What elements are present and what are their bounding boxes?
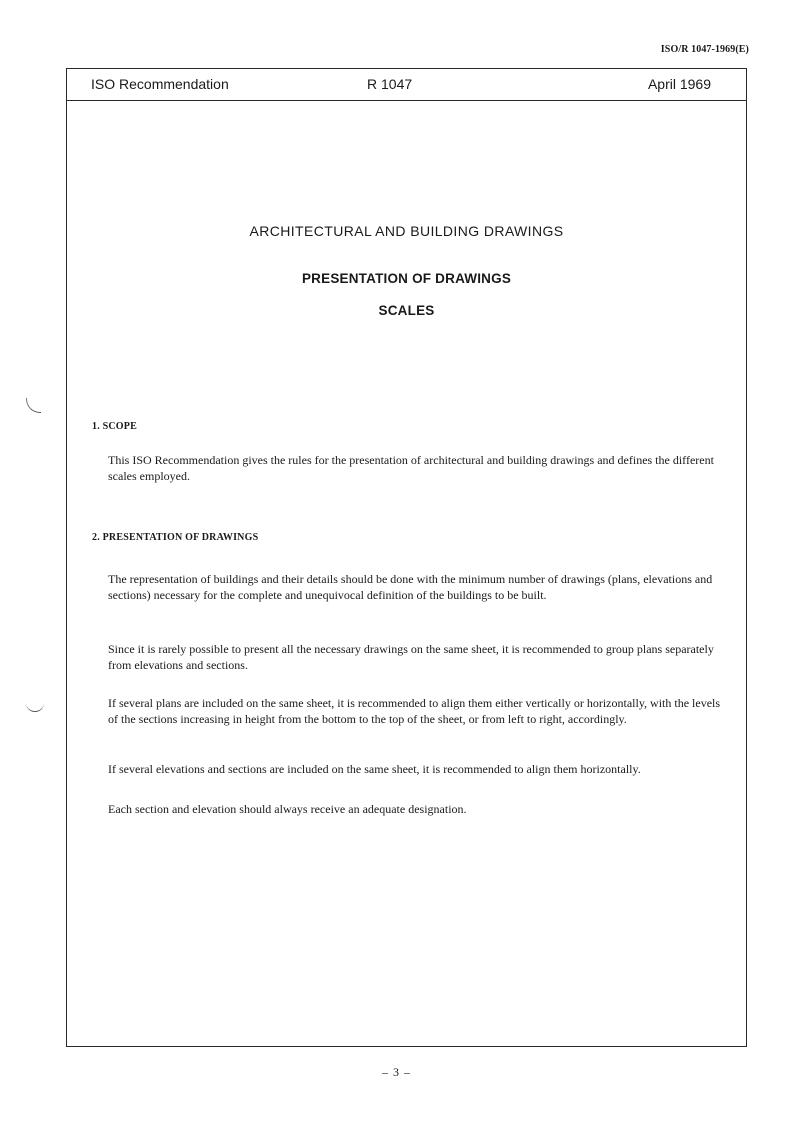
- document-id: ISO/R 1047-1969(E): [660, 44, 749, 55]
- paragraph: Each section and elevation should always receive an adequate designation.: [108, 802, 467, 816]
- paragraph: If several elevations and sections are included on the same sheet, it is recommended to align them horizontally.: [108, 762, 641, 776]
- section-heading-scope: 1. SCOPE: [92, 421, 137, 432]
- header-type: ISO Recommendation: [91, 76, 229, 92]
- header-number: R 1047: [367, 76, 413, 92]
- subtitle-scales: SCALES: [378, 303, 435, 318]
- paragraph: Since it is rarely possible to present all the necessary drawings on the same sheet, it is recommended to group plans separately from elevations and sections.: [108, 642, 714, 672]
- header-date: April 1969: [647, 76, 711, 92]
- subtitle: PRESENTATION OF DRAWINGS: [301, 271, 512, 286]
- section-heading-presentation: 2. PRESENTATION OF DRAWINGS: [92, 532, 259, 543]
- paragraph: The representation of buildings and their details should be done with the minimum number of drawings (plans, elevations and sections) necessary for the complete and unequivocal definition of the buildings to be built.: [108, 572, 713, 602]
- main-title: ARCHITECTURAL AND BUILDING DRAWINGS: [249, 223, 564, 239]
- page-number: – 3 –: [382, 1065, 411, 1079]
- header-row: [67, 69, 746, 101]
- paragraph: This ISO Recommendation gives the rules for the presentation of architectural and building drawings and defines the different scales employed.: [108, 453, 714, 483]
- margin-mark: [26, 699, 44, 712]
- margin-mark: [26, 398, 41, 413]
- paragraph: If several plans are included on the same sheet, it is recommended to align them either vertically or horizontally, with the levels of the sections increasing in height from the bottom to the top of the sheet, or from left to right, accordingly.: [108, 696, 721, 726]
- page-frame: [66, 68, 747, 1047]
